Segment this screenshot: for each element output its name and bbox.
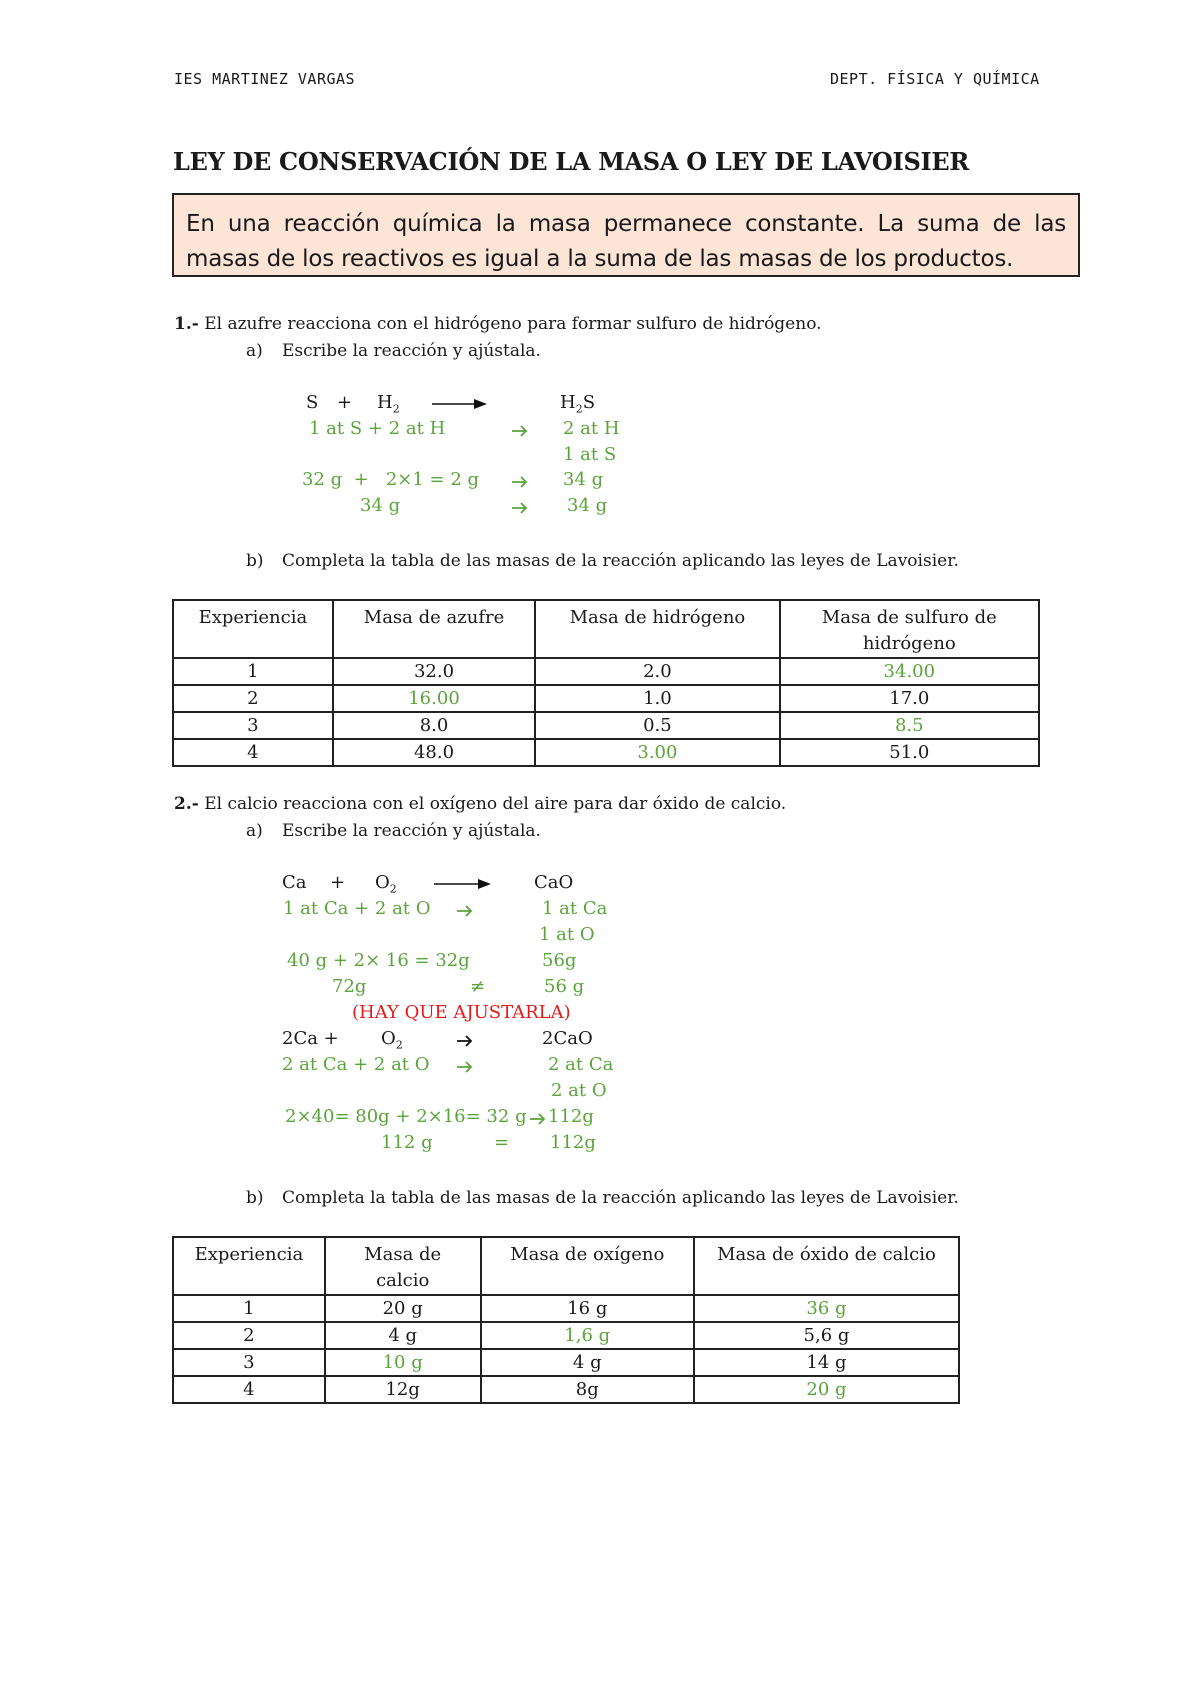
q2-atoms-left: 1 at Ca + 2 at O — [283, 898, 431, 919]
q1-mass-arrow — [511, 475, 529, 489]
table-row — [173, 1376, 959, 1403]
q1-atoms-arrow — [511, 424, 529, 438]
table-cell: 32.0 — [333, 658, 535, 685]
q1-eq-s: S — [306, 392, 319, 413]
table-cell: 14 g — [694, 1349, 959, 1376]
q1-mass-left: 32 g + 2×1 = 2 g — [302, 469, 480, 490]
table-cell-answer: 20 g — [694, 1376, 959, 1403]
table-cell-answer: 16.00 — [333, 685, 535, 712]
q2-a-letter: a) — [246, 821, 263, 841]
table-row — [173, 658, 1039, 685]
q2-eq2-arrow — [456, 1034, 474, 1048]
table-cell: 5,6 g — [694, 1322, 959, 1349]
q1-mass-table — [172, 599, 1040, 767]
table-cell: 48.0 — [333, 739, 535, 766]
table-row — [173, 1322, 959, 1349]
q1-total-arrow — [511, 501, 529, 515]
table-cell: 4 g — [481, 1349, 694, 1376]
q2-reaction-arrow — [434, 877, 492, 891]
table-header-cell: Masa de sulfuro de hidrógeno — [780, 600, 1039, 658]
q2-total2-left: 112 g — [381, 1132, 433, 1153]
table-cell-answer: 3.00 — [535, 739, 779, 766]
q1-a-letter: a) — [246, 341, 263, 361]
q1-eq-h2s: $H_2S$ — [560, 392, 596, 416]
q2-mass-table — [172, 1236, 960, 1404]
q2-eq-cao: CaO — [534, 872, 574, 893]
q1-total-right: 34 g — [567, 495, 608, 516]
q1-total-left: 34 g — [360, 495, 401, 516]
table-header-row — [173, 600, 1039, 658]
q1-b-text: Completa la tabla de las masas de la reacción aplicando las leyes de Lavoisier. — [282, 551, 959, 571]
q1-a-text: Escribe la reacción y ajústala. — [282, 341, 541, 361]
table-row — [173, 712, 1039, 739]
q2-b-letter: b) — [246, 1188, 264, 1208]
q2-mass-right: 56g — [542, 950, 577, 971]
q1-b-letter: b) — [246, 551, 264, 571]
table-cell: 12g — [325, 1376, 481, 1403]
q2-total-right: 56 g — [544, 976, 585, 997]
principle-text: En una reacción química la masa permanece constante. La suma de las masas de los reactivos es igual a la suma de las masas de los productos. — [186, 211, 1066, 272]
q2-atoms-arrow — [456, 904, 474, 918]
table-header-cell: Masa de hidrógeno — [535, 600, 779, 658]
q2-total-left: 72g — [332, 976, 367, 997]
table-cell: 2 — [173, 1322, 325, 1349]
q2-atoms2-arrow — [456, 1060, 474, 1074]
table-header-cell: Masa de azufre — [333, 600, 535, 658]
header-department: DEPT. FÍSICA Y QUÍMICA — [830, 70, 1040, 88]
table-cell: 4 — [173, 739, 333, 766]
q2-atoms-right-ca: 1 at Ca — [542, 898, 608, 919]
table-cell-answer: 1,6 g — [481, 1322, 694, 1349]
q2-equal-sign: = — [494, 1132, 510, 1153]
table-cell-answer: 34.00 — [780, 658, 1039, 685]
q2-mass2-right: 112g — [548, 1106, 594, 1127]
table-cell: 3 — [173, 1349, 325, 1376]
q1-atoms-right-s: 1 at S — [563, 444, 617, 465]
q2-text: El calcio reacciona con el oxígeno del aire para dar óxido de calcio. — [198, 794, 787, 814]
table-cell: 8.0 — [333, 712, 535, 739]
header-school: IES MARTINEZ VARGAS — [174, 70, 356, 88]
q2-eq-ca: Ca — [282, 872, 307, 893]
table-cell: 3 — [173, 712, 333, 739]
q2-b-text: Completa la tabla de las masas de la reacción aplicando las leyes de Lavoisier. — [282, 1188, 959, 1208]
table-header-cell: Masa de óxido de calcio — [694, 1237, 959, 1295]
table-cell: 4 — [173, 1376, 325, 1403]
table-cell: 1 — [173, 1295, 325, 1322]
table-header-cell: Masa de calcio — [325, 1237, 481, 1295]
page-title: LEY DE CONSERVACIÓN DE LA MASA O LEY DE LAVOISIER — [173, 147, 970, 176]
q2-number: 2.- — [174, 794, 199, 814]
q2-warning: (HAY QUE AJUSTARLA) — [352, 1002, 571, 1023]
table-row — [173, 1349, 959, 1376]
table-cell-answer: 36 g — [694, 1295, 959, 1322]
q2-eq-plus: + — [330, 872, 346, 893]
table-cell: 20 g — [325, 1295, 481, 1322]
q2-mass2-left: 2×40= 80g + 2×16= 32 g — [285, 1106, 533, 1127]
table-row — [173, 685, 1039, 712]
table-header-cell: Masa de oxígeno — [481, 1237, 694, 1295]
table-header-cell: Experiencia — [173, 600, 333, 658]
table-cell: 8g — [481, 1376, 694, 1403]
q1-atoms-left: 1 at S + 2 at H — [309, 418, 446, 439]
table-header-row — [173, 1237, 959, 1295]
table-row — [173, 739, 1039, 766]
table-cell: 16 g — [481, 1295, 694, 1322]
table-cell: 17.0 — [780, 685, 1039, 712]
q2-eq2-left: 2Ca + — [282, 1028, 339, 1049]
table-cell: 1 — [173, 658, 333, 685]
q1-eq-h2: $H_2$ — [377, 392, 400, 416]
q2-atoms2-left: 2 at Ca + 2 at O — [282, 1054, 430, 1075]
q2-atoms2-right-o: 2 at O — [551, 1080, 607, 1101]
table-cell-answer: 10 g — [325, 1349, 481, 1376]
q2-a-text: Escribe la reacción y ajústala. — [282, 821, 541, 841]
q1-statement — [174, 314, 822, 334]
q2-not-equal: ≠ — [470, 976, 486, 997]
table-cell: 4 g — [325, 1322, 481, 1349]
table-cell: 2 — [173, 685, 333, 712]
table-cell-answer: 8.5 — [780, 712, 1039, 739]
q2-atoms-right-o: 1 at O — [539, 924, 595, 945]
table-cell: 0.5 — [535, 712, 779, 739]
q2-total2-right: 112g — [550, 1132, 596, 1153]
q2-mass2-arrow — [529, 1112, 547, 1126]
q1-text: El azufre reacciona con el hidrógeno para formar sulfuro de hidrógeno. — [198, 314, 822, 334]
table-header-cell: Experiencia — [173, 1237, 325, 1295]
q2-atoms2-right-ca: 2 at Ca — [548, 1054, 614, 1075]
q1-number: 1.- — [174, 314, 199, 334]
q1-reaction-arrow — [432, 397, 488, 411]
table-row — [173, 1295, 959, 1322]
q2-eq-o2: $O_2$ — [375, 872, 397, 896]
q2-mass-left: 40 g + 2× 16 = 32g — [287, 950, 470, 971]
q2-statement — [174, 794, 786, 814]
table-cell: 2.0 — [535, 658, 779, 685]
q1-atoms-right-h: 2 at H — [563, 418, 620, 439]
q2-eq2-right: 2CaO — [542, 1028, 593, 1049]
table-cell: 51.0 — [780, 739, 1039, 766]
principle-box — [172, 193, 1080, 277]
table-cell: 1.0 — [535, 685, 779, 712]
q1-mass-right: 34 g — [563, 469, 604, 490]
q2-eq2-o2: $O_2$ — [381, 1028, 403, 1052]
q1-eq-plus: + — [337, 392, 353, 413]
